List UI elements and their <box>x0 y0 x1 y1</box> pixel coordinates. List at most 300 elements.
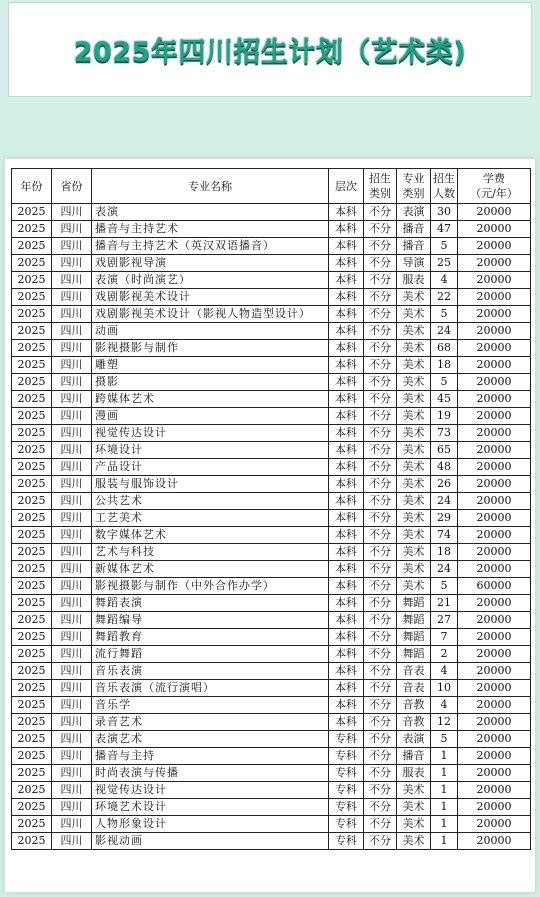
table-row <box>12 833 531 850</box>
cell-major-type: 美术 <box>397 544 431 561</box>
table-row <box>12 493 531 510</box>
cell-fee: 20000 <box>458 221 531 238</box>
cell-count: 10 <box>431 680 458 697</box>
table-row <box>12 544 531 561</box>
cell-count: 4 <box>431 697 458 714</box>
cell-major: 视觉传达设计 <box>92 425 329 442</box>
cell-year: 2025 <box>12 765 52 782</box>
cell-province: 四川 <box>52 510 92 527</box>
cell-major-type: 美术 <box>397 374 431 391</box>
header-year: 年份 <box>12 169 52 204</box>
cell-level: 本科 <box>329 204 364 221</box>
cell-major: 漫画 <box>92 408 329 425</box>
table-row <box>12 255 531 272</box>
cell-major: 工艺美术 <box>92 510 329 527</box>
cell-province: 四川 <box>52 799 92 816</box>
cell-year: 2025 <box>12 340 52 357</box>
cell-year: 2025 <box>12 782 52 799</box>
cell-count: 68 <box>431 340 458 357</box>
cell-enroll-type: 不分 <box>364 323 397 340</box>
table-row <box>12 408 531 425</box>
cell-enroll-type: 不分 <box>364 374 397 391</box>
table-row <box>12 748 531 765</box>
cell-major-type: 美术 <box>397 340 431 357</box>
cell-major-type: 服表 <box>397 765 431 782</box>
cell-year: 2025 <box>12 408 52 425</box>
table-body <box>12 204 531 850</box>
cell-count: 1 <box>431 765 458 782</box>
cell-major-type: 音表 <box>397 663 431 680</box>
header-level: 层次 <box>329 169 364 204</box>
cell-count: 1 <box>431 782 458 799</box>
table-row <box>12 425 531 442</box>
table-row <box>12 816 531 833</box>
cell-fee: 20000 <box>458 255 531 272</box>
cell-province: 四川 <box>52 238 92 255</box>
cell-enroll-type: 不分 <box>364 340 397 357</box>
cell-major: 视觉传达设计 <box>92 782 329 799</box>
cell-province: 四川 <box>52 663 92 680</box>
cell-count: 65 <box>431 442 458 459</box>
cell-province: 四川 <box>52 697 92 714</box>
cell-fee: 20000 <box>458 816 531 833</box>
cell-enroll-type: 不分 <box>364 459 397 476</box>
cell-fee: 20000 <box>458 748 531 765</box>
cell-fee: 20000 <box>458 799 531 816</box>
cell-major: 产品设计 <box>92 459 329 476</box>
cell-province: 四川 <box>52 459 92 476</box>
cell-major-type: 美术 <box>397 493 431 510</box>
cell-count: 5 <box>431 374 458 391</box>
cell-fee: 20000 <box>458 340 531 357</box>
cell-enroll-type: 不分 <box>364 629 397 646</box>
header-province: 省份 <box>52 169 92 204</box>
cell-fee: 20000 <box>458 391 531 408</box>
table-row <box>12 442 531 459</box>
cell-year: 2025 <box>12 612 52 629</box>
cell-count: 1 <box>431 833 458 850</box>
cell-year: 2025 <box>12 578 52 595</box>
table-header-row <box>12 169 531 204</box>
cell-fee: 20000 <box>458 544 531 561</box>
cell-level: 本科 <box>329 255 364 272</box>
cell-major-type: 播音 <box>397 238 431 255</box>
cell-year: 2025 <box>12 204 52 221</box>
cell-province: 四川 <box>52 765 92 782</box>
table-row <box>12 561 531 578</box>
cell-fee: 20000 <box>458 629 531 646</box>
cell-major-type: 美术 <box>397 425 431 442</box>
cell-province: 四川 <box>52 629 92 646</box>
table-row <box>12 204 531 221</box>
cell-fee: 20000 <box>458 782 531 799</box>
cell-level: 本科 <box>329 221 364 238</box>
cell-fee: 20000 <box>458 663 531 680</box>
cell-province: 四川 <box>52 782 92 799</box>
cell-fee: 20000 <box>458 595 531 612</box>
cell-province: 四川 <box>52 816 92 833</box>
cell-major: 舞蹈编导 <box>92 612 329 629</box>
cell-major: 舞蹈表演 <box>92 595 329 612</box>
cell-year: 2025 <box>12 306 52 323</box>
cell-enroll-type: 不分 <box>364 238 397 255</box>
cell-fee: 20000 <box>458 527 531 544</box>
cell-level: 本科 <box>329 663 364 680</box>
cell-year: 2025 <box>12 510 52 527</box>
cell-level: 本科 <box>329 272 364 289</box>
cell-fee: 20000 <box>458 561 531 578</box>
cell-enroll-type: 不分 <box>364 782 397 799</box>
cell-province: 四川 <box>52 374 92 391</box>
cell-major: 音乐表演（流行演唱） <box>92 680 329 697</box>
cell-enroll-type: 不分 <box>364 799 397 816</box>
cell-province: 四川 <box>52 612 92 629</box>
cell-major-type: 美术 <box>397 323 431 340</box>
cell-major-type: 美术 <box>397 561 431 578</box>
cell-major-type: 美术 <box>397 782 431 799</box>
cell-major-type: 表演 <box>397 731 431 748</box>
cell-enroll-type: 不分 <box>364 663 397 680</box>
cell-level: 本科 <box>329 425 364 442</box>
cell-province: 四川 <box>52 527 92 544</box>
cell-enroll-type: 不分 <box>364 425 397 442</box>
cell-year: 2025 <box>12 646 52 663</box>
cell-major: 录音艺术 <box>92 714 329 731</box>
cell-fee: 20000 <box>458 697 531 714</box>
cell-major-type: 表演 <box>397 204 431 221</box>
cell-province: 四川 <box>52 544 92 561</box>
cell-enroll-type: 不分 <box>364 255 397 272</box>
cell-major-type: 美术 <box>397 476 431 493</box>
cell-count: 24 <box>431 493 458 510</box>
table-row <box>12 799 531 816</box>
cell-level: 本科 <box>329 340 364 357</box>
table-row <box>12 510 531 527</box>
cell-major-type: 美术 <box>397 816 431 833</box>
cell-major-type: 美术 <box>397 833 431 850</box>
cell-province: 四川 <box>52 289 92 306</box>
cell-enroll-type: 不分 <box>364 680 397 697</box>
cell-major-type: 美术 <box>397 289 431 306</box>
cell-major-type: 音表 <box>397 680 431 697</box>
cell-level: 本科 <box>329 646 364 663</box>
cell-count: 30 <box>431 204 458 221</box>
cell-count: 47 <box>431 221 458 238</box>
cell-fee: 20000 <box>458 374 531 391</box>
table-row <box>12 459 531 476</box>
cell-fee: 20000 <box>458 714 531 731</box>
cell-level: 本科 <box>329 357 364 374</box>
cell-fee: 20000 <box>458 612 531 629</box>
table-row <box>12 272 531 289</box>
cell-major: 数字媒体艺术 <box>92 527 329 544</box>
cell-level: 本科 <box>329 306 364 323</box>
cell-province: 四川 <box>52 731 92 748</box>
admissions-table <box>11 168 531 850</box>
cell-year: 2025 <box>12 544 52 561</box>
cell-fee: 20000 <box>458 272 531 289</box>
header-major: 专业名称 <box>92 169 329 204</box>
header-count: 招生 人数 <box>431 169 458 204</box>
cell-enroll-type: 不分 <box>364 493 397 510</box>
cell-year: 2025 <box>12 714 52 731</box>
cell-level: 专科 <box>329 816 364 833</box>
cell-count: 45 <box>431 391 458 408</box>
cell-province: 四川 <box>52 204 92 221</box>
cell-enroll-type: 不分 <box>364 391 397 408</box>
cell-level: 本科 <box>329 697 364 714</box>
cell-major-type: 播音 <box>397 221 431 238</box>
cell-enroll-type: 不分 <box>364 612 397 629</box>
table-row <box>12 527 531 544</box>
cell-year: 2025 <box>12 663 52 680</box>
table-row <box>12 238 531 255</box>
table-row <box>12 306 531 323</box>
cell-major-type: 音教 <box>397 697 431 714</box>
cell-province: 四川 <box>52 340 92 357</box>
cell-major-type: 舞蹈 <box>397 595 431 612</box>
cell-fee: 20000 <box>458 493 531 510</box>
cell-province: 四川 <box>52 476 92 493</box>
cell-enroll-type: 不分 <box>364 476 397 493</box>
table-row <box>12 578 531 595</box>
cell-count: 1 <box>431 799 458 816</box>
table-row <box>12 697 531 714</box>
cell-count: 73 <box>431 425 458 442</box>
cell-fee: 20000 <box>458 238 531 255</box>
table-row <box>12 595 531 612</box>
cell-enroll-type: 不分 <box>364 357 397 374</box>
cell-year: 2025 <box>12 680 52 697</box>
cell-count: 22 <box>431 289 458 306</box>
cell-count: 7 <box>431 629 458 646</box>
cell-level: 本科 <box>329 476 364 493</box>
cell-major: 人物形象设计 <box>92 816 329 833</box>
cell-year: 2025 <box>12 391 52 408</box>
table-row <box>12 629 531 646</box>
cell-fee: 20000 <box>458 765 531 782</box>
admissions-table-card <box>5 159 535 892</box>
cell-level: 本科 <box>329 527 364 544</box>
title-banner <box>8 2 532 97</box>
cell-count: 5 <box>431 578 458 595</box>
cell-major: 影视动画 <box>92 833 329 850</box>
cell-count: 4 <box>431 272 458 289</box>
cell-level: 本科 <box>329 544 364 561</box>
cell-year: 2025 <box>12 595 52 612</box>
cell-province: 四川 <box>52 221 92 238</box>
cell-level: 本科 <box>329 238 364 255</box>
cell-major-type: 舞蹈 <box>397 646 431 663</box>
cell-enroll-type: 不分 <box>364 833 397 850</box>
cell-year: 2025 <box>12 476 52 493</box>
cell-year: 2025 <box>12 816 52 833</box>
table-row <box>12 646 531 663</box>
cell-level: 本科 <box>329 629 364 646</box>
cell-level: 专科 <box>329 748 364 765</box>
cell-major-type: 美术 <box>397 459 431 476</box>
cell-level: 专科 <box>329 799 364 816</box>
cell-province: 四川 <box>52 391 92 408</box>
cell-major-type: 美术 <box>397 578 431 595</box>
cell-year: 2025 <box>12 527 52 544</box>
cell-fee: 20000 <box>458 442 531 459</box>
cell-year: 2025 <box>12 272 52 289</box>
cell-province: 四川 <box>52 646 92 663</box>
cell-fee: 20000 <box>458 646 531 663</box>
cell-enroll-type: 不分 <box>364 748 397 765</box>
cell-province: 四川 <box>52 425 92 442</box>
cell-fee: 20000 <box>458 510 531 527</box>
cell-enroll-type: 不分 <box>364 816 397 833</box>
cell-major: 摄影 <box>92 374 329 391</box>
cell-major: 表演艺术 <box>92 731 329 748</box>
cell-year: 2025 <box>12 493 52 510</box>
cell-major: 跨媒体艺术 <box>92 391 329 408</box>
cell-count: 5 <box>431 238 458 255</box>
cell-enroll-type: 不分 <box>364 697 397 714</box>
cell-major: 服装与服饰设计 <box>92 476 329 493</box>
cell-enroll-type: 不分 <box>364 289 397 306</box>
cell-major: 环境艺术设计 <box>92 799 329 816</box>
cell-level: 本科 <box>329 561 364 578</box>
cell-year: 2025 <box>12 425 52 442</box>
cell-major-type: 导演 <box>397 255 431 272</box>
page-title: 2025年四川招生计划（艺术类) <box>73 37 467 68</box>
cell-province: 四川 <box>52 408 92 425</box>
cell-major-type: 舞蹈 <box>397 629 431 646</box>
cell-fee: 20000 <box>458 425 531 442</box>
cell-enroll-type: 不分 <box>364 561 397 578</box>
cell-count: 12 <box>431 714 458 731</box>
cell-major: 时尚表演与传播 <box>92 765 329 782</box>
cell-fee: 20000 <box>458 306 531 323</box>
table-row <box>12 765 531 782</box>
cell-province: 四川 <box>52 272 92 289</box>
table-row <box>12 663 531 680</box>
cell-province: 四川 <box>52 595 92 612</box>
cell-year: 2025 <box>12 221 52 238</box>
cell-major: 音乐表演 <box>92 663 329 680</box>
header-fee: 学费 （元/年） <box>458 169 531 204</box>
table-row <box>12 391 531 408</box>
cell-major: 影视摄影与制作 <box>92 340 329 357</box>
cell-level: 本科 <box>329 323 364 340</box>
cell-enroll-type: 不分 <box>364 204 397 221</box>
cell-level: 本科 <box>329 612 364 629</box>
cell-year: 2025 <box>12 374 52 391</box>
cell-year: 2025 <box>12 323 52 340</box>
cell-count: 24 <box>431 323 458 340</box>
cell-fee: 60000 <box>458 578 531 595</box>
cell-province: 四川 <box>52 748 92 765</box>
cell-count: 19 <box>431 408 458 425</box>
cell-year: 2025 <box>12 289 52 306</box>
cell-count: 1 <box>431 816 458 833</box>
cell-year: 2025 <box>12 459 52 476</box>
cell-count: 48 <box>431 459 458 476</box>
cell-year: 2025 <box>12 748 52 765</box>
cell-fee: 20000 <box>458 476 531 493</box>
cell-major: 戏剧影视导演 <box>92 255 329 272</box>
cell-fee: 20000 <box>458 408 531 425</box>
cell-province: 四川 <box>52 323 92 340</box>
cell-count: 74 <box>431 527 458 544</box>
cell-count: 18 <box>431 544 458 561</box>
cell-fee: 20000 <box>458 357 531 374</box>
cell-count: 18 <box>431 357 458 374</box>
cell-level: 本科 <box>329 459 364 476</box>
cell-province: 四川 <box>52 833 92 850</box>
cell-major: 公共艺术 <box>92 493 329 510</box>
cell-major-type: 美术 <box>397 799 431 816</box>
cell-level: 本科 <box>329 510 364 527</box>
cell-year: 2025 <box>12 561 52 578</box>
cell-count: 21 <box>431 595 458 612</box>
cell-year: 2025 <box>12 697 52 714</box>
cell-major: 音乐学 <box>92 697 329 714</box>
cell-province: 四川 <box>52 357 92 374</box>
cell-fee: 20000 <box>458 833 531 850</box>
cell-province: 四川 <box>52 493 92 510</box>
cell-enroll-type: 不分 <box>364 527 397 544</box>
cell-major: 流行舞蹈 <box>92 646 329 663</box>
cell-level: 专科 <box>329 765 364 782</box>
cell-major-type: 播音 <box>397 748 431 765</box>
cell-major-type: 美术 <box>397 357 431 374</box>
table-row <box>12 289 531 306</box>
cell-major-type: 美术 <box>397 408 431 425</box>
cell-enroll-type: 不分 <box>364 272 397 289</box>
cell-level: 本科 <box>329 680 364 697</box>
cell-level: 本科 <box>329 442 364 459</box>
cell-count: 2 <box>431 646 458 663</box>
cell-major: 影视摄影与制作（中外合作办学） <box>92 578 329 595</box>
cell-fee: 20000 <box>458 289 531 306</box>
table-row <box>12 323 531 340</box>
cell-major: 播音与主持 <box>92 748 329 765</box>
cell-year: 2025 <box>12 255 52 272</box>
cell-year: 2025 <box>12 442 52 459</box>
cell-fee: 20000 <box>458 204 531 221</box>
cell-major-type: 音教 <box>397 714 431 731</box>
cell-enroll-type: 不分 <box>364 765 397 782</box>
cell-major-type: 美术 <box>397 442 431 459</box>
cell-enroll-type: 不分 <box>364 442 397 459</box>
header-major-type: 专业 类别 <box>397 169 431 204</box>
cell-level: 本科 <box>329 714 364 731</box>
cell-province: 四川 <box>52 306 92 323</box>
cell-year: 2025 <box>12 357 52 374</box>
cell-fee: 20000 <box>458 323 531 340</box>
table-row <box>12 476 531 493</box>
cell-major: 表演 <box>92 204 329 221</box>
cell-level: 本科 <box>329 391 364 408</box>
cell-count: 5 <box>431 306 458 323</box>
header-enroll-type: 招生 类别 <box>364 169 397 204</box>
table-row <box>12 612 531 629</box>
cell-major-type: 美术 <box>397 306 431 323</box>
cell-major: 播音与主持艺术 <box>92 221 329 238</box>
cell-province: 四川 <box>52 680 92 697</box>
cell-major: 舞蹈教育 <box>92 629 329 646</box>
cell-province: 四川 <box>52 255 92 272</box>
cell-major: 戏剧影视美术设计 <box>92 289 329 306</box>
cell-year: 2025 <box>12 833 52 850</box>
cell-enroll-type: 不分 <box>364 408 397 425</box>
cell-count: 29 <box>431 510 458 527</box>
cell-major: 新媒体艺术 <box>92 561 329 578</box>
